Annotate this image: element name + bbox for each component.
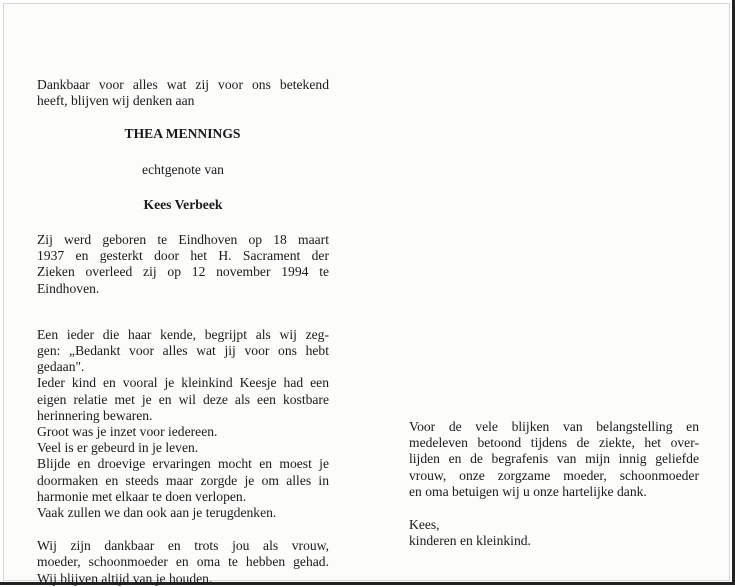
poem-line: Ieder kind en vooral je kleinkind Keesje had een: [37, 375, 329, 391]
intro-line: heeft, blijven wij denken aan: [37, 93, 195, 109]
closing-line: Wij zijn dankbaar en trots jou als vrouw,: [37, 538, 329, 554]
spouse-name: Kees Verbeek: [143, 196, 223, 212]
bio-line: Zieken overleed zij op 12 november 1994 te: [37, 264, 329, 280]
poem-line: doormaken en steeds maar zorgde je om alles in: [37, 472, 329, 488]
poem-line: gedaan".: [37, 359, 85, 375]
thanks-line: en oma betuigen wij u onze hartelijke dank.: [409, 483, 647, 499]
bio-text: [37, 232, 329, 297]
closing-line: moeder, schoonmoeder en oma te hebben gehad.: [37, 554, 329, 570]
poem-line: Blijde en droevige ervaringen mocht en moest je: [37, 456, 329, 472]
thanks-text: [409, 419, 699, 500]
poem-line: harmonie met elkaar te doen verlopen.: [37, 488, 247, 504]
signature-line: kinderen en kleinkind.: [409, 533, 531, 549]
bio-line: Eindhoven.: [37, 280, 100, 296]
poem-line: gen: „Bedankt voor alles wat jij voor ons hebt: [37, 343, 329, 359]
poem-line: herinnering bewaren.: [37, 407, 153, 423]
thanks-line: Voor de vele blijken van belangstelling en: [409, 419, 699, 434]
signature-line: Kees,: [409, 517, 440, 533]
thanks-line: medeleven betoond tijdens de ziekte, het over-: [409, 435, 699, 451]
poem-line: Veel is er gebeurd in je leven.: [37, 440, 199, 456]
poem-text: [37, 327, 329, 521]
poem-line: eigen relatie met je en wil deze als een kostbare: [37, 391, 329, 407]
poem-line: Een ieder die haar kende, begrijpt als wij zeg-: [37, 326, 329, 342]
signature: [409, 517, 699, 549]
poem-line: Groot was je inzet voor iedereen.: [37, 424, 218, 440]
left-column: [37, 77, 329, 587]
deceased-name: THEA MENNINGS: [124, 126, 241, 142]
intro-text: [37, 77, 329, 109]
poem-line: Vaak zullen we dan ook aan je terugdenken.: [37, 505, 277, 521]
thanks-line: vrouw, onze zorgzame moeder, schoonmoeder: [409, 467, 699, 483]
bio-line: 1937 en gesterkt door het H. Sacrament der: [37, 248, 329, 264]
closing-text: [37, 538, 329, 587]
bio-line: Zij werd geboren te Eindhoven op 18 maart: [37, 232, 329, 248]
intro-line: Dankbaar voor alles wat zij voor ons betekend: [37, 77, 329, 92]
relation-text: echtgenote van: [142, 161, 224, 177]
thanks-line: lijden en de begrafenis van mijn innig geliefde: [409, 451, 699, 467]
closing-line: Wij blijven altijd van je houden.: [37, 570, 213, 586]
right-column: [409, 419, 699, 549]
